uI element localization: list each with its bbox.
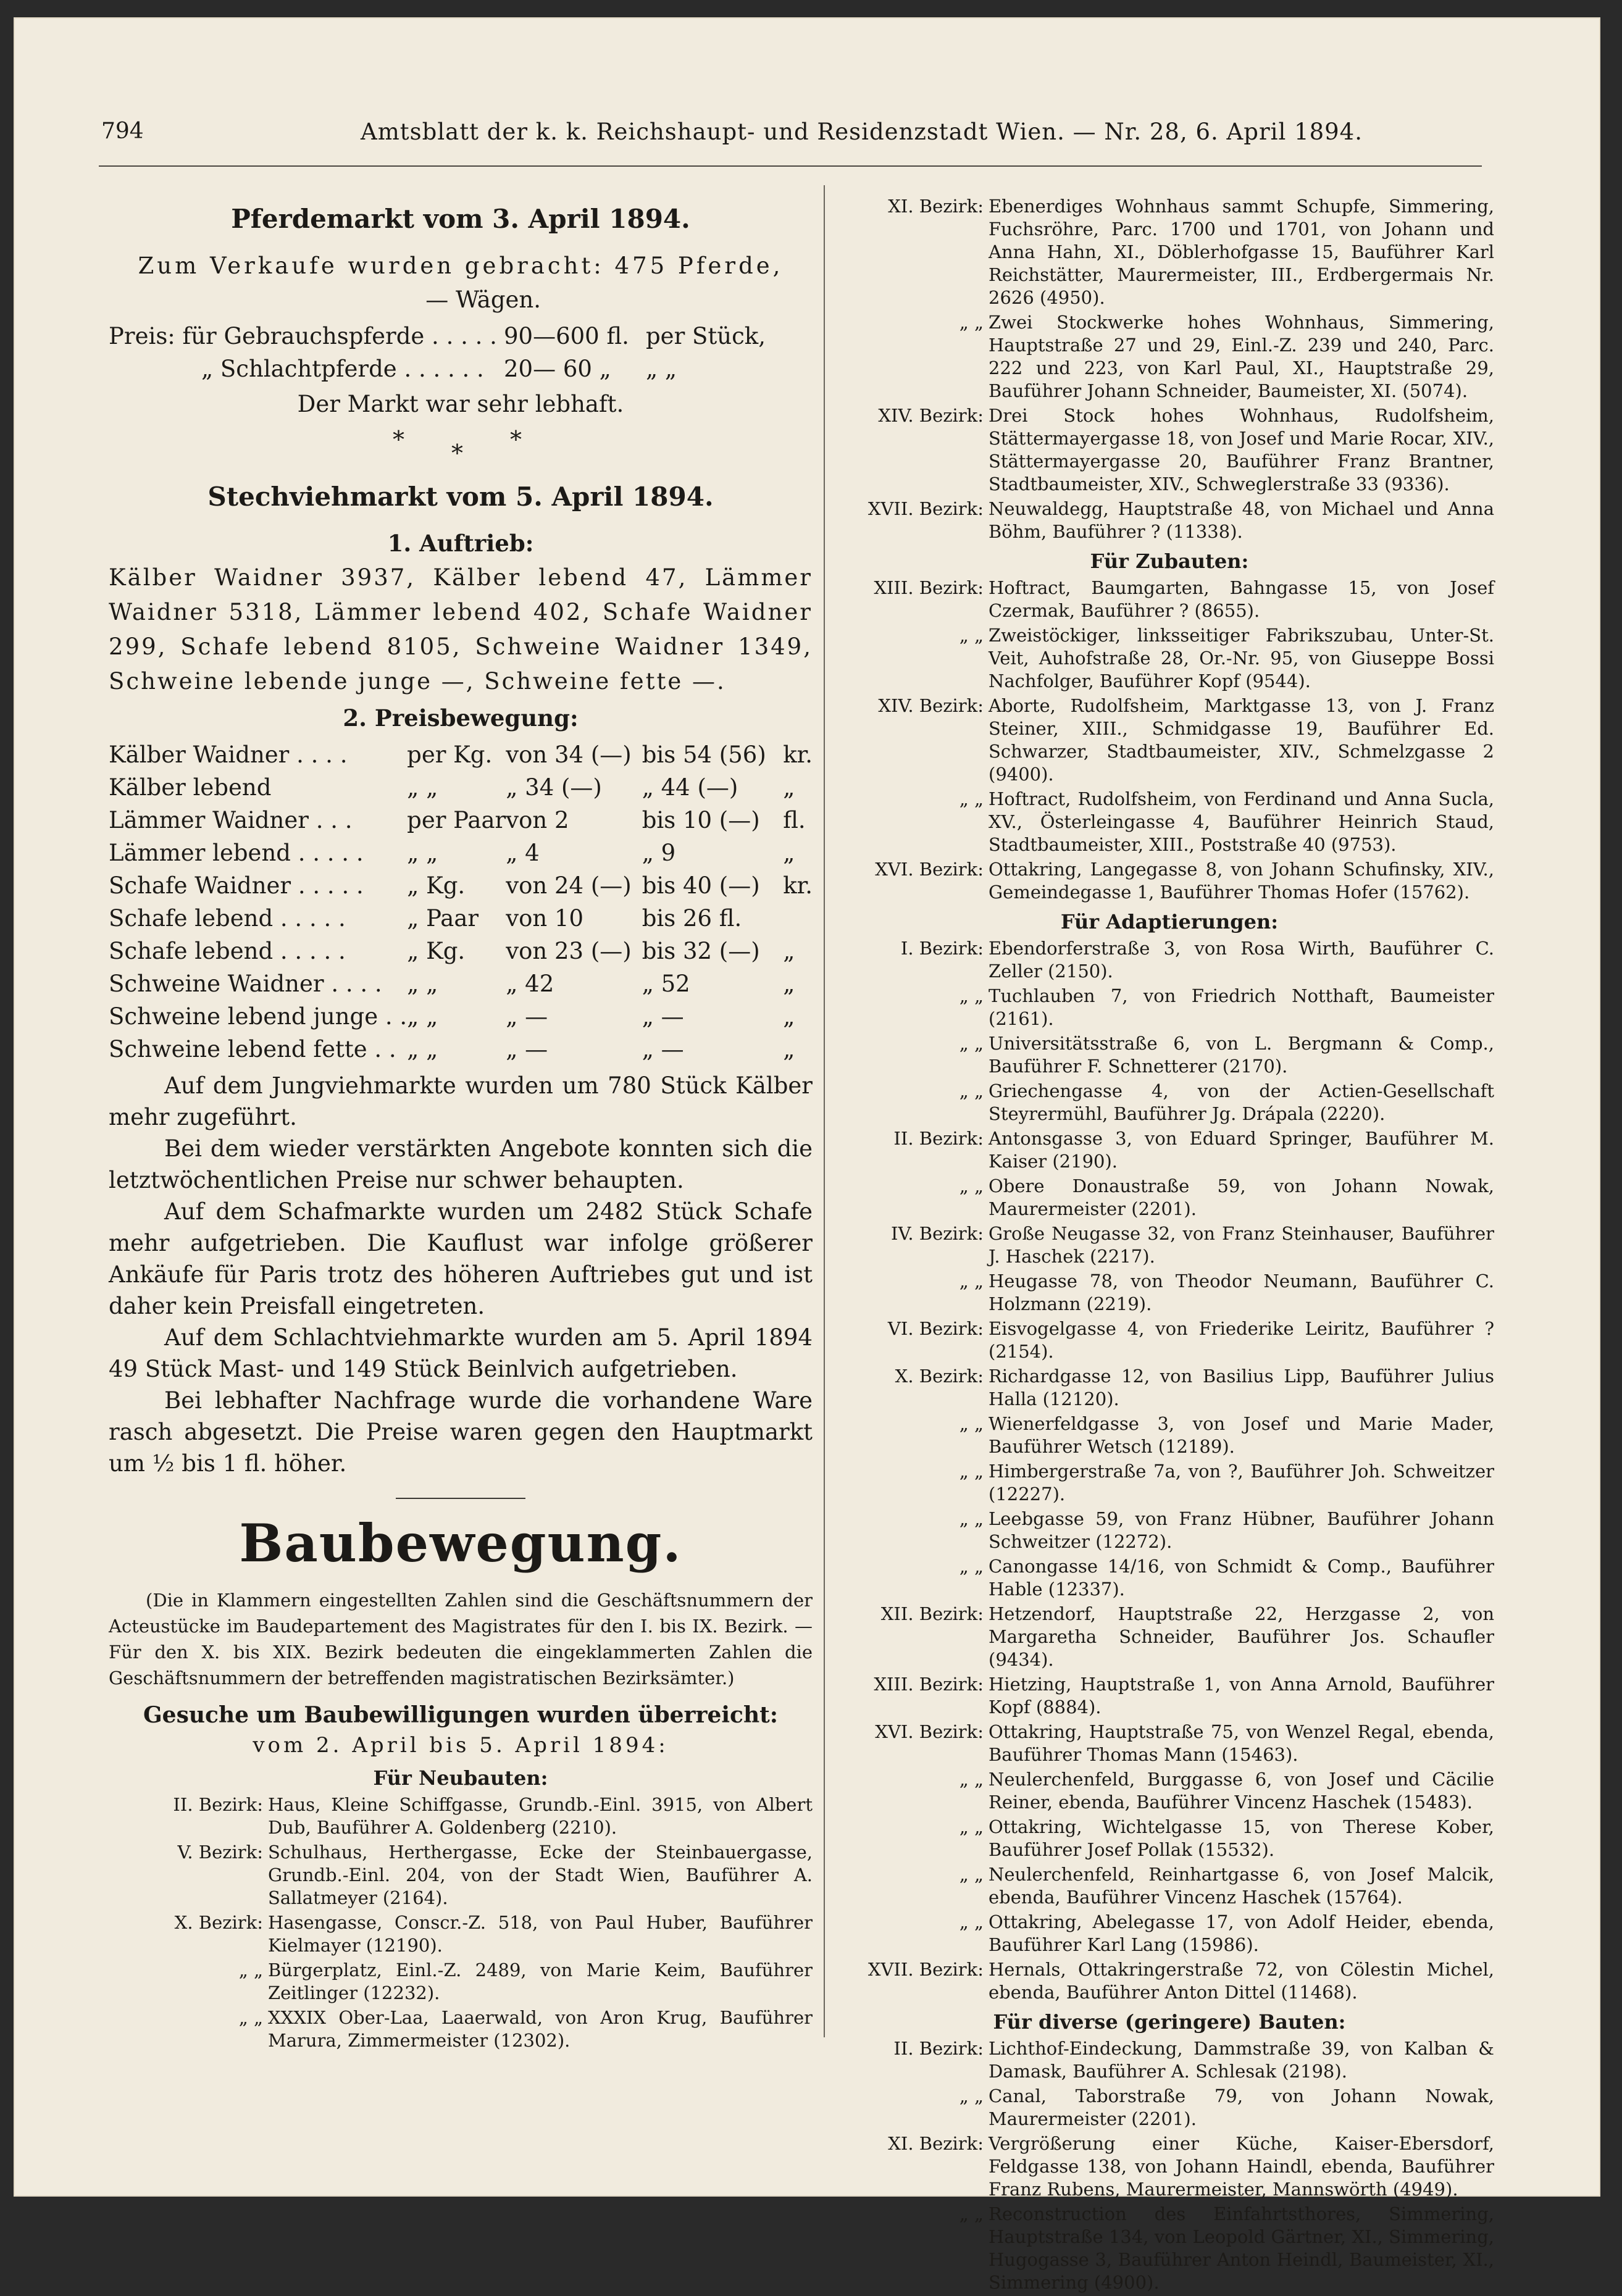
bau-entry	[845, 1270, 1494, 1316]
bau-entry	[109, 1793, 813, 1839]
price-cell-a: Schafe lebend . . . . .	[109, 905, 346, 932]
price-cell-c: „ 34 (—)	[506, 774, 602, 801]
bezirk-label: XVI. Bezirk:	[875, 1721, 984, 1742]
bau-entry	[845, 1508, 1494, 1553]
star-middle: *	[451, 440, 463, 467]
bau-entry	[109, 2006, 813, 2052]
price-cell-c: von 23 (—)	[506, 938, 632, 964]
bau-entry	[845, 858, 1494, 904]
price-row	[109, 735, 813, 768]
section-separator	[396, 1498, 525, 1499]
price-cell-b: per Kg.	[407, 741, 493, 768]
price-cell-b: „ Kg.	[407, 872, 466, 899]
preisbewegung-heading: 2. Preisbewegung:	[343, 704, 579, 732]
entry-text: Lichthof-Eindeckung, Dammstraße 39, von Kalban & Damask, Bauführer A. Schlesak (2198).	[989, 2038, 1494, 2082]
entry-text: Himbergerstraße 7a, von ?, Bauführer Joh. Schweitzer (12227).	[989, 1461, 1494, 1505]
running-title: Amtsblatt der k. k. Reichshaupt- und Residenzstadt Wien. — Nr. 28, 6. April 1894.	[361, 119, 1363, 145]
entry-text: Zweistöckiger, linksseitiger Fabrikszubau, Unter-St. Veit, Auhofstraße 28, Or.-Nr. 95, von Giuseppe Bossi Nachfolger, Bauführer Kopf (9544).	[989, 625, 1494, 691]
price-cell-a: Schafe lebend . . . . .	[109, 938, 346, 964]
bau-entry	[845, 2132, 1494, 2201]
price-cell-b: „ Kg.	[407, 938, 466, 964]
left-column	[109, 199, 813, 2054]
bau-entry	[845, 1365, 1494, 1411]
entry-text: Bürgerplatz, Einl.-Z. 2489, von Marie Keim, Bauführer Zeitlinger (12232).	[268, 1960, 813, 2003]
adaptierungen-heading: Für Adaptierungen:	[1060, 910, 1279, 933]
header-rule	[99, 165, 1482, 167]
price-row	[109, 932, 813, 964]
diverse-list	[845, 2037, 1494, 2294]
price-row	[109, 1030, 813, 1062]
price-cell-b: „ „	[407, 1003, 438, 1030]
entry-text: Tuchlauben 7, von Friedrich Notthaft, Baumeister (2161).	[989, 985, 1494, 1029]
pferde-row	[109, 349, 813, 382]
entry-text: Schulhaus, Herthergasse, Ecke der Steinbauergasse, Grundb.-Einl. 204, von der Stadt Wien, Bauführer A. Sallatmeyer (2164).	[268, 1842, 813, 1908]
bezirk-label: „ „	[959, 1413, 984, 1434]
price-cell-c: „ 42	[506, 971, 554, 997]
entry-text: Ottakring, Hauptstraße 75, von Wenzel Regal, ebenda, Bauführer Thomas Mann (15463).	[989, 1721, 1494, 1765]
price-cell-d: „ —	[642, 1003, 684, 1030]
bau-entry	[845, 1222, 1494, 1268]
bezirk-label: „ „	[959, 1461, 984, 1482]
price-cell-b: „ Paar	[407, 905, 479, 932]
entry-text: Aborte, Rudolfsheim, Marktgasse 13, von J. Franz Steiner, XIII., Schmidgasse 19, Bauführer Ed. Schwarzer, Stadtbaumeister, XIV., Schmelzgasse 2 (9400).	[989, 695, 1494, 785]
bau-entry	[845, 985, 1494, 1030]
entry-text: Wienerfeldgasse 3, von Josef und Marie Mader, Bauführer Wetsch (12189).	[989, 1413, 1494, 1457]
bezirk-label: XIV. Bezirk:	[878, 405, 984, 426]
bezirk-label: „ „	[959, 2203, 984, 2224]
stechvieh-paragraph-5: Bei lebhafter Nachfrage wurde die vorhandene Ware rasch abgesetzt. Die Preise waren gegen den Hauptmarkt um ½ bis 1 fl. höher.	[109, 1387, 813, 1477]
bezirk-label: VI. Bezirk:	[887, 1318, 984, 1339]
bezirk-label: IV. Bezirk:	[891, 1223, 984, 1244]
bezirk-label: X. Bezirk:	[174, 1912, 263, 1933]
stechvieh-paragraph-3: Auf dem Schafmarkte wurden um 2482 Stück Schafe mehr aufgetrieben. Die Kauflust war infolge größerer Ankäufe für Paris trotz des höheren Auftriebes gut und ist daher kein Preisfall eingetreten.	[109, 1198, 813, 1319]
bau-entry	[845, 1555, 1494, 1601]
bezirk-label: „ „	[959, 1556, 984, 1577]
price-cell-e: kr.	[783, 741, 813, 768]
bezirk-label: XIV. Bezirk:	[878, 695, 984, 716]
entry-text: Hietzing, Hauptstraße 1, von Anna Arnold, Bauführer Kopf (8884).	[989, 1674, 1494, 1718]
price-cell-b: per Paar	[407, 807, 506, 833]
bau-entry	[845, 498, 1494, 543]
bau-entry	[845, 577, 1494, 622]
bau-entry	[845, 1413, 1494, 1458]
entry-text: Eisvogelgasse 4, von Friederike Leiritz, Bauführer ? (2154).	[989, 1318, 1494, 1362]
price-cell-c: von 10	[506, 905, 584, 932]
bau-entry	[845, 2085, 1494, 2131]
price-cell-d: bis 10 (—)	[642, 807, 760, 833]
stechvieh-paragraph-2: Bei dem wieder verstärkten Angebote konnten sich die letztwöchentlichen Preise nur schwer behaupten.	[109, 1135, 813, 1193]
bau-entry	[845, 1603, 1494, 1671]
price-cell-e: fl.	[783, 807, 806, 833]
price-cell-a: Kälber Waidner . . . .	[109, 741, 348, 768]
entry-text: Universitätsstraße 6, von L. Bergmann & Comp., Bauführer F. Schnetterer (2170).	[989, 1033, 1494, 1077]
auftrieb-heading: 1. Auftrieb:	[387, 530, 534, 557]
entry-text: Drei Stock hohes Wohnhaus, Rudolfsheim, Stättermayergasse 18, von Josef und Marie Rocar, XIV., Stättermayergasse 20, Bauführer Franz Brantner, Stadtbaumeister, XIV., Schweglerstraße 33 (9336).	[989, 405, 1494, 495]
entry-text: Neulerchenfeld, Reinhartgasse 6, von Josef Malcik, ebenda, Bauführer Vincenz Haschek (15764).	[989, 1864, 1494, 1908]
price-cell-d: bis 32 (—)	[642, 938, 760, 964]
bau-entry	[845, 1032, 1494, 1078]
entry-text: Ottakring, Langegasse 8, von Johann Schufinsky, XIV., Gemeindegasse 1, Bauführer Thomas Hofer (15762).	[989, 859, 1494, 903]
price-row	[109, 801, 813, 833]
price-cell-a: Schweine Waidner . . . .	[109, 971, 382, 997]
bau-entry	[845, 1175, 1494, 1221]
neubauten-heading: Für Neubauten:	[373, 1766, 548, 1790]
bau-entry	[109, 1959, 813, 2005]
pferdemarkt-note: Der Markt war sehr lebhaft.	[297, 391, 624, 417]
stechvieh-price-table	[109, 735, 813, 1062]
column-divider	[824, 185, 825, 2037]
zubauten-list	[845, 577, 1494, 904]
price-cell-c: „ —	[506, 1003, 548, 1030]
pferde-unit: „ „	[646, 356, 677, 382]
price-cell-b: „ „	[407, 774, 438, 801]
price-cell-e: „	[783, 971, 795, 997]
entry-text: Neuwaldegg, Hauptstraße 48, von Michael und Anna Böhm, Bauführer ? (11338).	[989, 498, 1494, 542]
price-cell-e: kr.	[783, 872, 813, 899]
pferde-value: 90—600 fl.	[504, 323, 629, 349]
entry-text: Vergrößerung einer Küche, Kaiser-Ebersdorf, Feldgasse 138, von Johann Haindl, ebenda, Bauführer Franz Rubens, Maurermeister, Mannswörth (4949).	[989, 2133, 1494, 2200]
bezirk-label: „ „	[238, 1960, 263, 1981]
baubewegung-title: Baubewegung.	[239, 1513, 682, 1574]
entry-text: Hoftract, Rudolfsheim, von Ferdinand und Anna Sucla, XV., Österleingasse 4, Bauführer Heinrich Staud, Stadtbaumeister, XIII., Poststraße 40 (9753).	[989, 788, 1494, 855]
bau-entry	[845, 1863, 1494, 1909]
price-cell-a: Lämmer lebend . . . . .	[109, 840, 364, 866]
price-cell-a: Kälber lebend	[109, 774, 272, 801]
section-stars	[109, 421, 813, 465]
page-header	[101, 119, 1484, 156]
price-cell-e: „	[783, 1003, 795, 1030]
price-row	[109, 866, 813, 899]
price-cell-b: „ „	[407, 971, 438, 997]
pferdemarkt-line1: Zum Verkaufe wurden gebracht: 475 Pferde,	[138, 253, 784, 279]
bezirk-label: II. Bezirk:	[173, 1794, 263, 1815]
right-column	[845, 195, 1494, 2296]
entry-text: Hoftract, Baumgarten, Bahngasse 15, von Josef Czermak, Bauführer ? (8655).	[989, 577, 1494, 621]
bezirk-label: „ „	[959, 2085, 984, 2106]
price-row	[109, 833, 813, 866]
bau-entry	[845, 937, 1494, 983]
bezirk-label: „ „	[959, 1080, 984, 1101]
bau-entry	[845, 1958, 1494, 2004]
bezirk-label: „ „	[959, 788, 984, 809]
bezirk-label: „ „	[959, 1271, 984, 1292]
bau-entry	[845, 788, 1494, 856]
bezirk-label: „ „	[238, 2007, 263, 2028]
entry-text: Ottakring, Abelegasse 17, von Adolf Heider, ebenda, Bauführer Karl Lang (15986).	[989, 1911, 1494, 1955]
entry-text: Griechengasse 4, von der Actien-Gesellschaft Steyrermühl, Bauführer Jg. Drápala (2220).	[989, 1080, 1494, 1124]
pferde-price-table	[109, 317, 813, 382]
entry-text: Große Neugasse 32, von Franz Steinhauser, Bauführer J. Haschek (2217).	[989, 1223, 1494, 1267]
pferde-unit: per Stück,	[646, 323, 766, 349]
entry-text: Reconstruction des Einfahrtsthores, Simmering, Hauptstraße 134, von Leopold Gärtner, XI., Simmering, Hugogasse 3, Bauführer Anton Heindl, Baumeister, XI., Simmering (4900).	[989, 2203, 1494, 2293]
entry-text: Hernals, Ottakringerstraße 72, von Cölestin Michel, ebenda, Bauführer Anton Dittel (11468).	[989, 1959, 1494, 2003]
bezirk-label: I. Bezirk:	[900, 938, 984, 959]
zeitraum-line: vom 2. April bis 5. April 1894:	[253, 1733, 669, 1758]
bezirk-label: X. Bezirk:	[895, 1366, 984, 1387]
entry-text: Ebenerdiges Wohnhaus sammt Schupfe, Simmering, Fuchsröhre, Parc. 1700 und 1701, von Johann und Anna Hahn, XI., Döblerhofgasse 15, Bauführer Karl Reichstätter, Maurermeister, III., Erdbergermais Nr. 2626 (4950).	[989, 196, 1494, 308]
price-row	[109, 768, 813, 801]
gesuche-heading: Gesuche um Baubewilligungen wurden überreicht:	[143, 1702, 779, 1728]
entry-text: Ebendorferstraße 3, von Rosa Wirth, Bauführer C. Zeller (2150).	[989, 938, 1494, 982]
price-row	[109, 899, 813, 932]
price-cell-e: „	[783, 1036, 795, 1062]
bau-entry	[845, 1768, 1494, 1814]
entry-text: Antonsgasse 3, von Eduard Springer, Bauführer M. Kaiser (2190).	[989, 1128, 1494, 1172]
diverse-heading: Für diverse (geringere) Bauten:	[993, 2010, 1346, 2034]
entry-text: Canal, Taborstraße 79, von Johann Nowak, Maurermeister (2201).	[989, 2085, 1494, 2129]
bau-entry	[845, 1127, 1494, 1173]
bezirk-label: „ „	[959, 312, 984, 333]
price-cell-e: „	[783, 938, 795, 964]
bau-entry	[845, 1673, 1494, 1719]
entry-text: Hetzendorf, Hauptstraße 22, Herzgasse 2, von Margaretha Schneider, Bauführer Jos. Schaufler (9434).	[989, 1603, 1494, 1670]
bezirk-label: V. Bezirk:	[177, 1842, 263, 1863]
entry-text: Neulerchenfeld, Burggasse 6, von Josef und Cäcilie Reiner, ebenda, Bauführer Vincenz Haschek (15483).	[989, 1769, 1494, 1813]
price-cell-a: Schweine lebend fette . .	[109, 1036, 396, 1062]
entry-text: Leebgasse 59, von Franz Hübner, Bauführer Johann Schweitzer (12272).	[989, 1508, 1494, 1552]
bezirk-label: II. Bezirk:	[893, 1128, 984, 1149]
price-cell-a: Schweine lebend junge . .	[109, 1003, 408, 1030]
bezirk-label: „ „	[959, 1769, 984, 1790]
adaptierungen-list	[845, 937, 1494, 2004]
price-cell-c: „ 4	[506, 840, 540, 866]
entry-text: XXXIX Ober-Laa, Laaerwald, von Aron Krug, Bauführer Marura, Zimmermeister (12302).	[268, 2007, 813, 2051]
entry-text: Canongasse 14/16, von Schmidt & Comp., Bauführer Hable (12337).	[989, 1556, 1494, 1600]
bezirk-label: „ „	[959, 1864, 984, 1885]
stechvieh-title: Stechviehmarkt vom 5. April 1894.	[207, 482, 714, 512]
entry-text: Ottakring, Wichtelgasse 15, von Therese Kober, Bauführer Josef Pollak (15532).	[989, 1816, 1494, 1860]
baubewegung-note: (Die in Klammern eingestellten Zahlen sind die Geschäftsnummern der Acteustücke im Baudepartement des Magistrates für den I. bis IX. Bezirk. — Für den X. bis XIX. Bezirk bedeuten die eingeklammerten Zahlen die Geschäftsnummern der betreffenden magistratischen Bezirksämter.)	[109, 1590, 813, 1689]
stechvieh-paragraph-4: Auf dem Schlachtviehmarkte wurden am 5. April 1894 49 Stück Mast- und 149 Stück Beinlvich aufgetrieben.	[109, 1324, 813, 1382]
bezirk-label: „ „	[959, 985, 984, 1006]
price-cell-d: bis 40 (—)	[642, 872, 760, 899]
entry-text: Richardgasse 12, von Basilius Lipp, Bauführer Julius Halla (12120).	[989, 1366, 1494, 1409]
entry-text: Hasengasse, Conscr.-Z. 518, von Paul Huber, Bauführer Kielmayer (12190).	[268, 1912, 813, 1956]
bau-entry	[845, 311, 1494, 403]
bezirk-label: „ „	[959, 1816, 984, 1837]
bezirk-label: XVII. Bezirk:	[867, 1959, 984, 1980]
pferde-row	[109, 317, 813, 349]
bau-entry	[845, 195, 1494, 309]
entry-text: Heugasse 78, von Theodor Neumann, Bauführer C. Holzmann (2219).	[989, 1271, 1494, 1314]
bezirk-label: XI. Bezirk:	[888, 196, 984, 217]
bau-entry	[109, 1841, 813, 1910]
page-number: 794	[101, 119, 144, 144]
price-cell-c: „ —	[506, 1036, 548, 1062]
bezirk-label: XVII. Bezirk:	[867, 498, 984, 519]
neubauten-list	[109, 1793, 813, 2052]
entry-text: Obere Donaustraße 59, von Johann Nowak, Maurermeister (2201).	[989, 1175, 1494, 1219]
bau-entry	[845, 1816, 1494, 1861]
bau-entry	[845, 624, 1494, 693]
pferde-value: 20— 60 „	[504, 356, 611, 382]
price-cell-d: „ —	[642, 1036, 684, 1062]
zubauten-heading: Für Zubauten:	[1090, 549, 1249, 573]
price-cell-b: „ „	[407, 840, 438, 866]
auftrieb-text: Kälber Waidner 3937, Kälber lebend 47, Lämmer Waidner 5318, Lämmer lebend 402, Schafe Waidner 299, Schafe lebend 8105, Schweine Waidner 1349, Schweine lebende junge —, Schweine fette —.	[109, 564, 813, 695]
bau-entry	[845, 404, 1494, 496]
bezirk-label: „ „	[959, 1033, 984, 1054]
bezirk-label: II. Bezirk:	[893, 2038, 984, 2059]
bezirk-label: XIII. Bezirk:	[874, 1674, 984, 1695]
star-left: *	[393, 426, 404, 453]
bezirk-label: XIII. Bezirk:	[874, 577, 984, 598]
price-cell-b: „ „	[407, 1036, 438, 1062]
bau-entry	[845, 2203, 1494, 2294]
pferde-label: Preis: für Gebrauchspferde . . . . .	[109, 323, 497, 349]
bau-entry	[845, 1911, 1494, 1956]
pferdemarkt-title: Pferdemarkt vom 3. April 1894.	[231, 204, 690, 234]
price-cell-d: bis 26 fl.	[642, 905, 742, 932]
bezirk-label: XII. Bezirk:	[880, 1603, 984, 1624]
bezirk-label: „ „	[959, 1175, 984, 1196]
entry-text: Zwei Stockwerke hohes Wohnhaus, Simmering, Hauptstraße 27 und 29, Einl.-Z. 239 und 240, Parc. 222 und 223, von Karl Paul, XI., Hauptstraße 29, Bauführer Johann Schneider, Baumeister, XI. (5074).	[989, 312, 1494, 401]
price-row	[109, 997, 813, 1030]
price-cell-e: „	[783, 774, 795, 801]
bau-entry	[845, 2037, 1494, 2083]
neubauten-continued-list	[845, 195, 1494, 543]
bau-entry	[845, 1317, 1494, 1363]
price-cell-d: bis 54 (56)	[642, 741, 766, 768]
price-cell-e	[783, 899, 813, 932]
bau-entry	[845, 1460, 1494, 1506]
bezirk-label: „ „	[959, 1911, 984, 1932]
price-cell-c: von 24 (—)	[506, 872, 632, 899]
price-cell-a: Schafe Waidner . . . . .	[109, 872, 364, 899]
price-cell-d: „ 9	[642, 840, 676, 866]
star-right: *	[510, 426, 522, 453]
bezirk-label: „ „	[959, 625, 984, 646]
bau-entry	[845, 695, 1494, 786]
price-cell-e: „	[783, 840, 795, 866]
pferdemarkt-line2: — Wägen.	[425, 286, 541, 313]
stechvieh-paragraph-1: Auf dem Jungviehmarkte wurden um 780 Stück Kälber mehr zugeführt.	[109, 1072, 813, 1130]
price-cell-d: „ 44 (—)	[642, 774, 738, 801]
pferde-label: „ Schlachtpferde . . . . . .	[201, 356, 484, 382]
price-cell-d: „ 52	[642, 971, 690, 997]
bezirk-label: XVI. Bezirk:	[875, 859, 984, 880]
price-cell-c: von 2	[506, 807, 569, 833]
price-cell-c: von 34 (—)	[506, 741, 632, 768]
price-row	[109, 964, 813, 997]
bau-entry	[845, 1080, 1494, 1125]
price-cell-a: Lämmer Waidner . . .	[109, 807, 353, 833]
bezirk-label: XI. Bezirk:	[888, 2133, 984, 2154]
bau-entry	[109, 1911, 813, 1957]
bau-entry	[845, 1721, 1494, 1766]
bezirk-label: „ „	[959, 1508, 984, 1529]
entry-text: Haus, Kleine Schiffgasse, Grundb.-Einl. 3915, von Albert Dub, Bauführer A. Goldenberg (2210).	[268, 1794, 813, 1838]
